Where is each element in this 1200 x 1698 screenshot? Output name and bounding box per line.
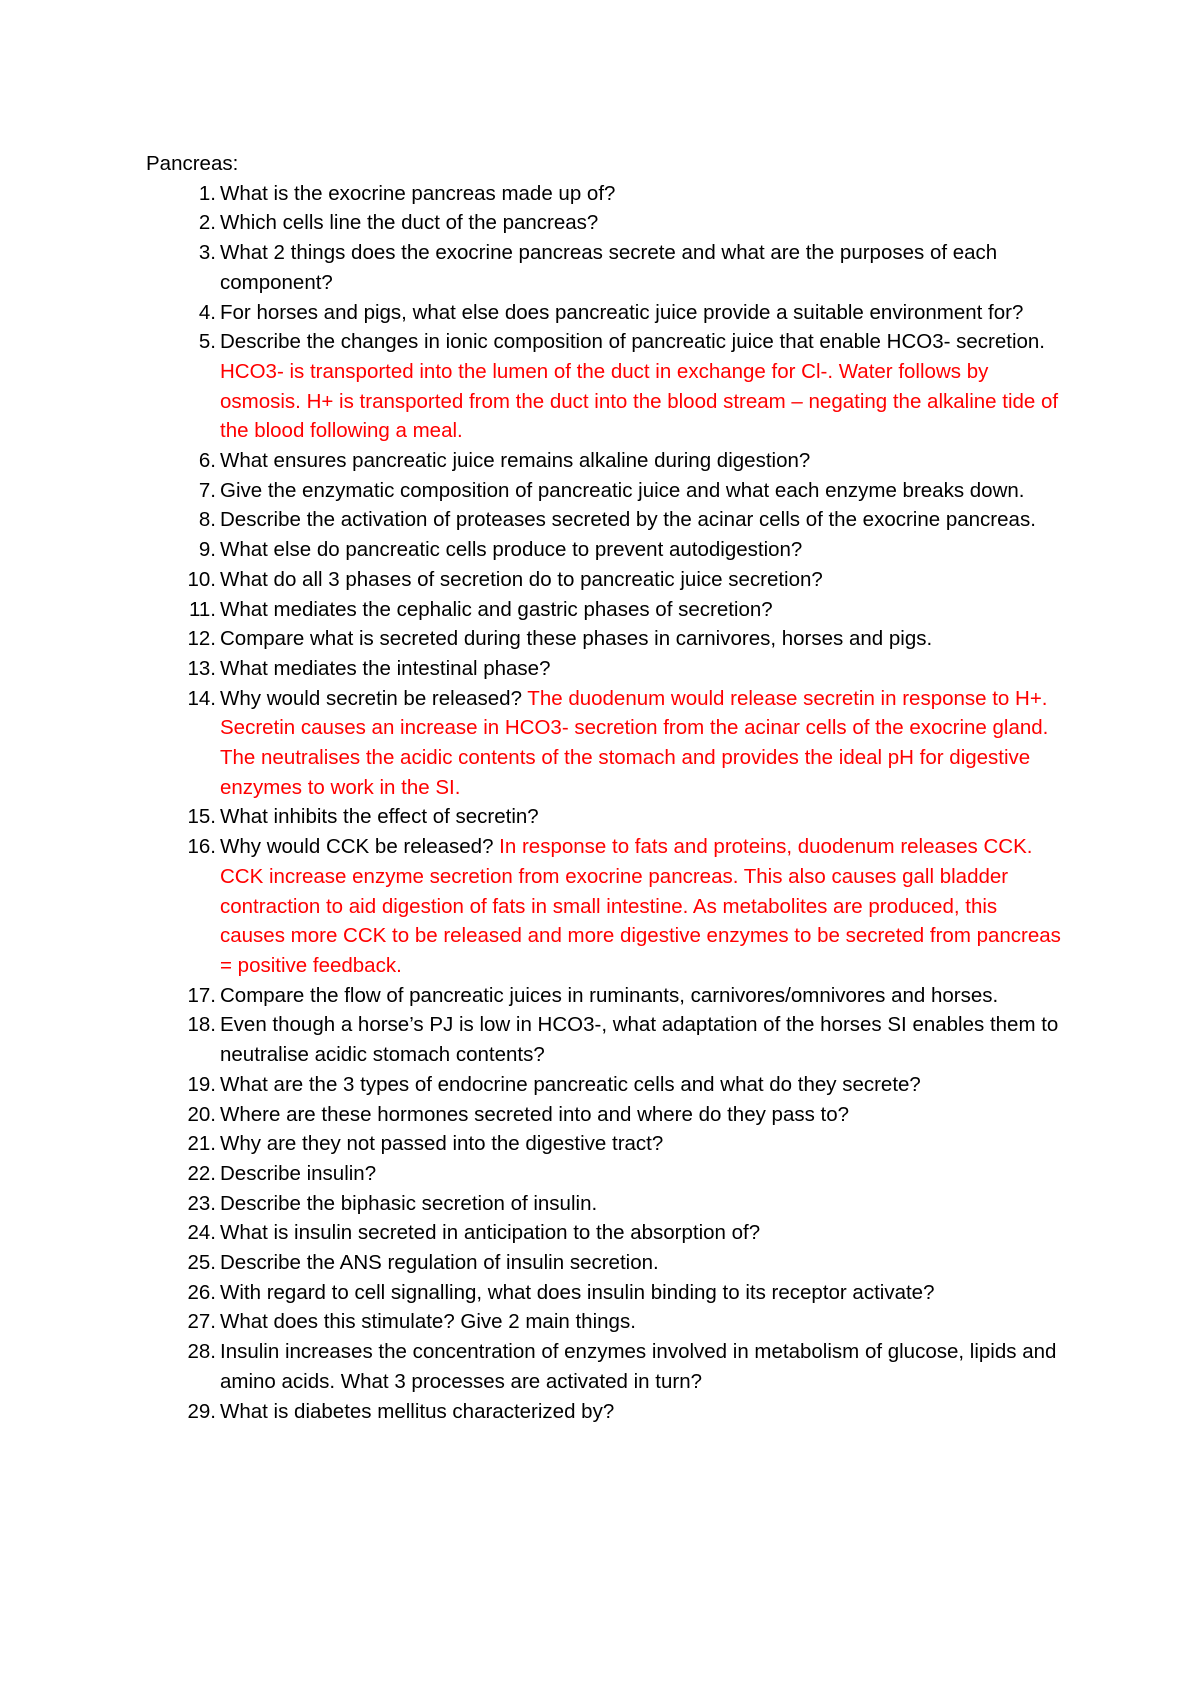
question-text: What inhibits the effect of secretin?: [220, 805, 539, 829]
question-text: Where are these hormones secreted into and where do they pass to?: [220, 1102, 850, 1126]
question-item: [146, 208, 1066, 238]
question-text: What is insulin secreted in anticipation to the absorption of?: [220, 1221, 761, 1245]
question-number: 8.: [198, 508, 216, 532]
question-number: 23.: [187, 1191, 216, 1215]
question-number: 9.: [198, 538, 216, 562]
question-list: [146, 179, 1066, 1427]
question-text: With regard to cell signalling, what does insulin binding to its receptor activate?: [220, 1280, 935, 1304]
question-item: [146, 505, 1066, 535]
question-number: 15.: [187, 805, 216, 829]
question-text: What ensures pancreatic juice remains alkaline during digestion?: [220, 449, 811, 473]
question-number: 28.: [187, 1340, 216, 1364]
question-number: 18.: [187, 1013, 216, 1037]
question-number: 14.: [187, 686, 216, 710]
question-item: [146, 595, 1066, 625]
question-number: 22.: [187, 1161, 216, 1185]
question-item: [146, 1278, 1066, 1308]
question-number: 6.: [198, 449, 216, 473]
question-item: [146, 1189, 1066, 1219]
question-text: What does this stimulate? Give 2 main things.: [220, 1310, 636, 1334]
question-number: 25.: [187, 1251, 216, 1275]
question-item: [146, 1307, 1066, 1337]
question-item: [146, 832, 1066, 981]
question-number: 26.: [187, 1280, 216, 1304]
question-number: 19.: [187, 1072, 216, 1096]
question-text: Why would secretin be released?: [220, 686, 522, 710]
question-text: Why are they not passed into the digestive tract?: [220, 1132, 664, 1156]
question-item: [146, 1070, 1066, 1100]
question-text: What 2 things does the exocrine pancreas secrete and what are the purposes of each component?: [220, 241, 998, 294]
question-text: What mediates the cephalic and gastric phases of secretion?: [220, 597, 773, 621]
question-text: Compare what is secreted during these phases in carnivores, horses and pigs.: [220, 627, 933, 651]
question-number: 10.: [187, 567, 216, 591]
question-item: [146, 684, 1066, 803]
question-number: 29.: [187, 1399, 216, 1423]
question-number: 2.: [198, 211, 216, 235]
question-text: Which cells line the duct of the pancreas?: [220, 211, 599, 235]
question-number: 12.: [187, 627, 216, 651]
question-text: Give the enzymatic composition of pancreatic juice and what each enzyme breaks down.: [220, 478, 1025, 502]
question-text: Compare the flow of pancreatic juices in ruminants, carnivores/omnivores and horses.: [220, 983, 999, 1007]
question-item: [146, 802, 1066, 832]
question-item: [146, 238, 1066, 297]
question-item: [146, 446, 1066, 476]
question-number: 16.: [187, 835, 216, 859]
question-item: [146, 565, 1066, 595]
question-item: [146, 1337, 1066, 1396]
question-text: For horses and pigs, what else does pancreatic juice provide a suitable environment for?: [220, 300, 1024, 324]
question-number: 7.: [198, 478, 216, 502]
question-item: [146, 654, 1066, 684]
question-text: Describe the activation of proteases secreted by the acinar cells of the exocrine pancreas.: [220, 508, 1036, 532]
question-text: What else do pancreatic cells produce to prevent autodigestion?: [220, 538, 803, 562]
question-number: 27.: [187, 1310, 216, 1334]
question-item: [146, 1218, 1066, 1248]
question-item: [146, 1010, 1066, 1069]
question-text: Even though a horse’s PJ is low in HCO3-, what adaptation of the horses SI enables them to neutralise acidic stomach contents?: [220, 1013, 1059, 1067]
question-number: 13.: [187, 656, 216, 680]
question-number: 1.: [198, 181, 216, 205]
question-item: [146, 1100, 1066, 1130]
question-item: [146, 1159, 1066, 1189]
question-number: 24.: [187, 1221, 216, 1245]
question-item: [146, 624, 1066, 654]
question-number: 21.: [187, 1132, 216, 1156]
question-item: [146, 981, 1066, 1011]
question-number: 4.: [198, 300, 216, 324]
question-text: Describe the ANS regulation of insulin secretion.: [220, 1251, 659, 1275]
question-text: What mediates the intestinal phase?: [220, 656, 551, 680]
question-item: [146, 535, 1066, 565]
answer-text: In response to fats and proteins, duodenum releases CCK. CCK increase enzyme secretion from exocrine pancreas. This also causes gall bladder contraction to aid digestion of fats in small intestine. As metabolites are produced, this causes more CCK to be released and more digestive enzymes to be secreted from pancreas = positive feedback.: [220, 835, 1061, 977]
document-content: [146, 149, 1066, 1426]
page-title: Pancreas:: [146, 152, 239, 175]
question-text: Describe insulin?: [220, 1161, 377, 1185]
question-number: 3.: [198, 241, 216, 265]
answer-text: HCO3- is transported into the lumen of the duct in exchange for Cl-. Water follows by osmosis. H+ is transported from the duct into the blood stream – negating the alkaline tide of the blood following a meal.: [220, 359, 1059, 443]
question-text: Describe the biphasic secretion of insulin.: [220, 1191, 598, 1215]
question-text: What is diabetes mellitus characterized by?: [220, 1399, 615, 1423]
question-item: [146, 1129, 1066, 1159]
answer-text: The duodenum would release secretin in response to H+. Secretin causes an increase in HCO3- secretion from the acinar cells of the exocrine gland. The neutralises the acidic contents of the stomach and provides the ideal pH for digestive enzymes to work in the SI.: [220, 686, 1049, 799]
question-number: 20.: [187, 1102, 216, 1126]
question-text: What is the exocrine pancreas made up of?: [220, 181, 616, 205]
question-text: What do all 3 phases of secretion do to pancreatic juice secretion?: [220, 567, 823, 591]
question-item: [146, 1248, 1066, 1278]
question-number: 17.: [187, 983, 216, 1007]
question-item: [146, 476, 1066, 506]
question-item: [146, 327, 1066, 446]
question-text: Why would CCK be released?: [220, 835, 494, 859]
question-item: [146, 179, 1066, 209]
question-item: [146, 298, 1066, 328]
question-text: Insulin increases the concentration of enzymes involved in metabolism of glucose, lipids and amino acids. What 3 processes are activated in turn?: [220, 1340, 1057, 1393]
question-text: Describe the changes in ionic composition of pancreatic juice that enable HCO3- secretion.: [220, 330, 1045, 354]
question-text: What are the 3 types of endocrine pancreatic cells and what do they secrete?: [220, 1072, 921, 1096]
question-number: 5.: [198, 330, 216, 354]
question-item: [146, 1397, 1066, 1427]
question-number: 11.: [189, 597, 216, 621]
